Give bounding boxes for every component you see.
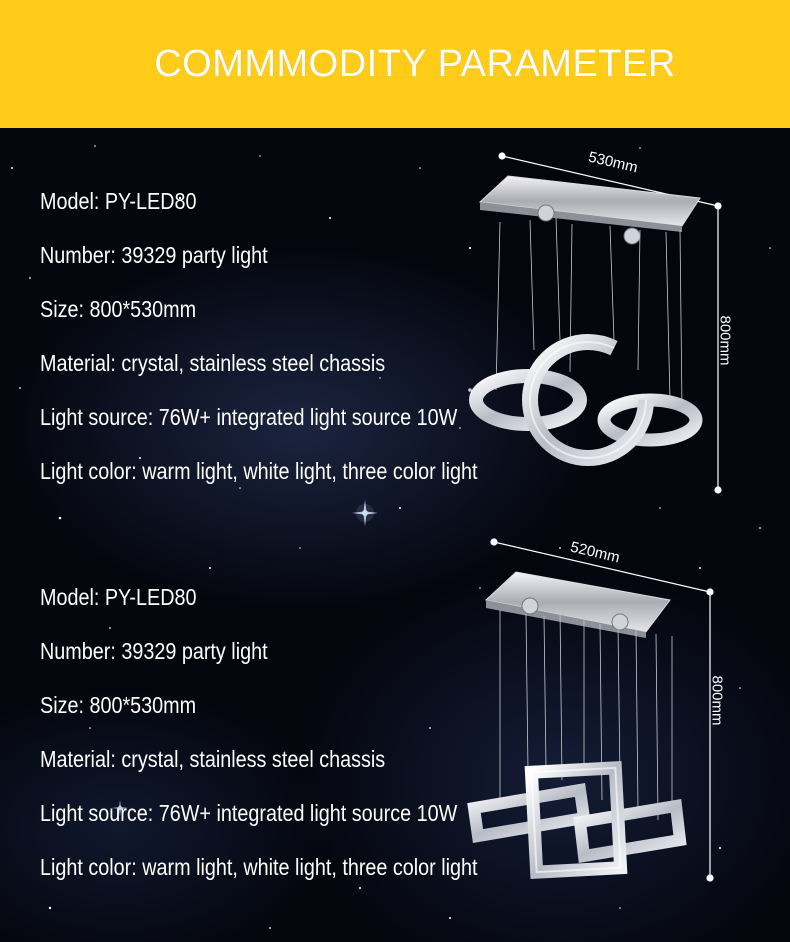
product-image-rings [460,140,760,500]
width-dimension-label: 530mm [586,148,640,177]
header-banner [0,0,790,128]
spec-material: Material: crystal, stainless steel chassis [40,350,386,376]
spec-model: Model: PY-LED80 [40,188,197,214]
height-dimension-label: 800mm [716,315,734,366]
height-dimension-label: 800mm [708,675,726,726]
width-dimension-label: 520mm [568,538,622,567]
spec-light-source: Light source: 76W+ integrated light source 10W [40,404,458,430]
ring-chandelier-illustration [460,140,760,500]
spec-size: Size: 800*530mm [40,296,197,322]
spec-light-source: Light source: 76W+ integrated light source 10W [40,800,458,826]
spec-model: Model: PY-LED80 [40,584,197,610]
spec-light-color: Light color: warm light, white light, three color light [40,854,478,880]
spec-material: Material: crystal, stainless steel chassis [40,746,386,772]
product-image-squares [460,530,760,890]
spec-number: Number: 39329 party light [40,638,268,664]
spec-light-color: Light color: warm light, white light, three color light [40,458,478,484]
spec-number: Number: 39329 party light [40,242,268,268]
spec-size: Size: 800*530mm [40,692,197,718]
page-title: COMMMODITY PARAMETER [154,42,676,85]
